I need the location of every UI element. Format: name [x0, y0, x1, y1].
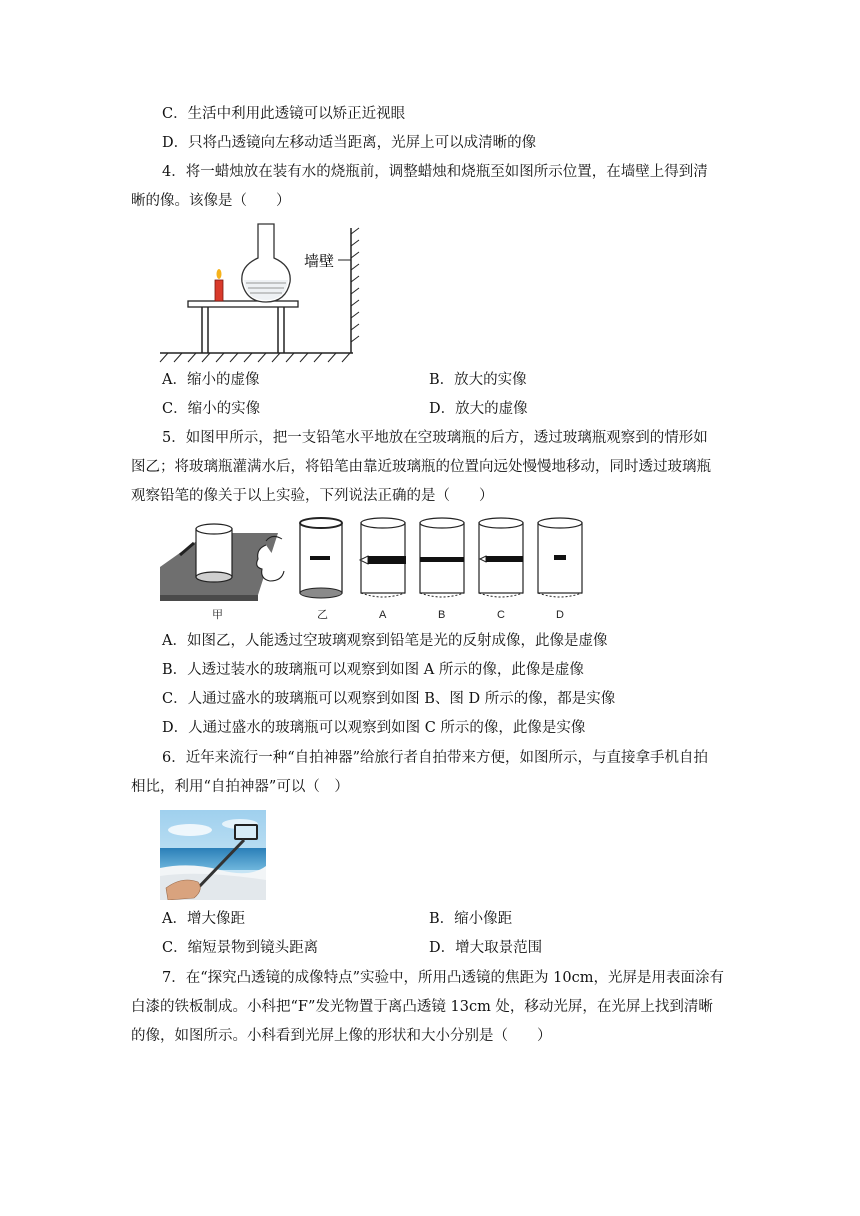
q4-figure	[158, 220, 388, 365]
q6-option-c: C．缩短景物到镜头距离	[162, 940, 319, 956]
q5-option-a: A．如图乙，人能透过空玻璃观察到铅笔是光的反射成像，此像是虚像	[162, 633, 608, 649]
q4-option-d: D．放大的虚像	[429, 401, 528, 417]
q7-stem-line2: 白漆的铁板制成。小科把“F”发光物置于离凸透镜 13cm 处，移动光屏，在光屏上找到清晰	[131, 999, 713, 1015]
wall-label: 墙壁	[304, 252, 335, 270]
q5-stem-line3: 观察铅笔的像关于以上实验，下列说法正确的是（ ）	[131, 488, 494, 504]
label-c: C	[497, 609, 505, 621]
label-d: D	[556, 609, 564, 621]
q6-option-d: D．增大取景范围	[429, 940, 543, 956]
q5-stem-line2: 图乙；将玻璃瓶灌满水后，将铅笔由靠近玻璃瓶的位置向远处慢慢地移动，同时透过玻璃瓶	[131, 459, 711, 475]
q4-stem-line2: 晰的像。该像是（ ）	[131, 193, 291, 209]
label-jia: 甲	[212, 609, 223, 621]
selfie-stick-photo	[160, 810, 266, 900]
q5-option-d: D．人通过盛水的玻璃瓶可以观察到如图 C 所示的像，此像是实像	[162, 720, 586, 736]
q6-stem-line1: 6．近年来流行一种“自拍神器”给旅行者自拍带来方便，如图所示，与直接拿手机自拍	[162, 750, 709, 766]
q4-option-c: C．缩小的实像	[162, 401, 261, 417]
q4-option-a: A．缩小的虚像	[162, 372, 260, 388]
label-b: B	[438, 609, 446, 621]
q4-stem-line1: 4．将一蜡烛放在装有水的烧瓶前，调整蜡烛和烧瓶至如图所示位置，在墙壁上得到清	[162, 164, 708, 180]
q4-option-b: B．放大的实像	[429, 372, 527, 388]
q6-option-a: A．增大像距	[162, 911, 245, 927]
label-a: A	[379, 609, 387, 621]
q5-option-b: B．人透过装水的玻璃瓶可以观察到如图 A 所示的像，此像是虚像	[162, 662, 584, 678]
q3-option-d: D．只将凸透镜向左移动适当距离，光屏上可以成清晰的像	[162, 135, 537, 151]
q6-option-b: B．缩小像距	[429, 911, 513, 927]
q7-stem-line3: 的像，如图所示。小科看到光屏上像的形状和大小分别是（ ）	[131, 1028, 552, 1044]
q7-stem-line1: 7．在“探究凸透镜的成像特点”实验中，所用凸透镜的焦距为 10cm，光屏是用表面涂有	[162, 970, 724, 986]
q5-option-c: C．人通过盛水的玻璃瓶可以观察到如图 B、图 D 所示的像，都是实像	[162, 691, 616, 707]
q5-stem-line1: 5．如图甲所示，把一支铅笔水平地放在空玻璃瓶的后方，透过玻璃瓶观察到的情形如	[162, 430, 708, 446]
q6-stem-line2: 相比，利用“自拍神器”可以（ ）	[131, 779, 349, 795]
label-yi: 乙	[317, 609, 328, 621]
q5-figure	[158, 515, 598, 625]
q3-option-c: C．生活中利用此透镜可以矫正近视眼	[162, 106, 406, 122]
